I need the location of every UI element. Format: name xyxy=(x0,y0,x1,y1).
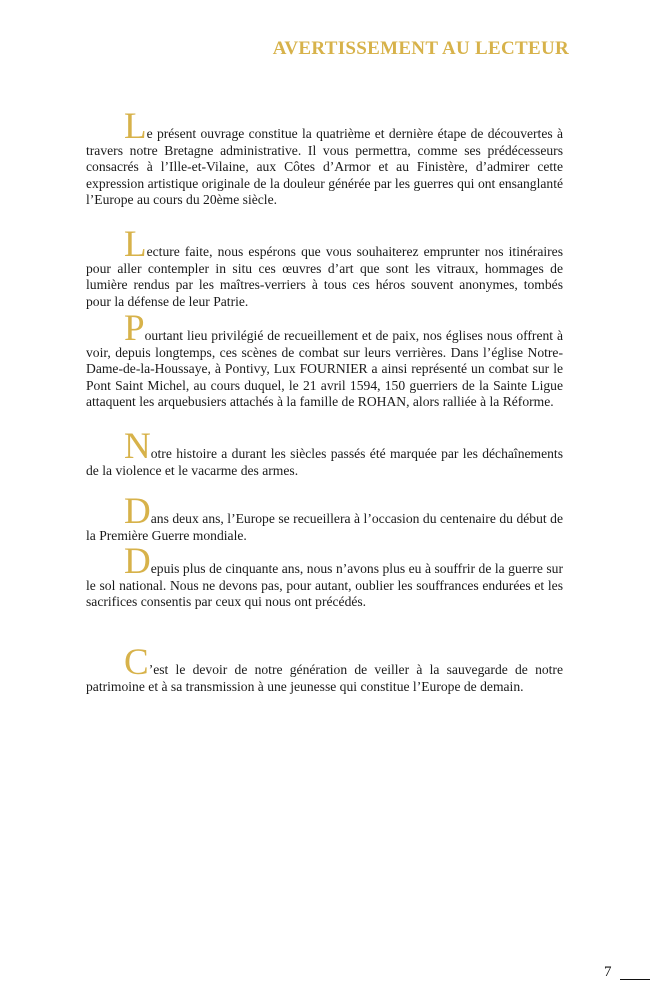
drop-cap: N xyxy=(124,426,151,467)
page-title: AVERTISSEMENT AU LECTEUR xyxy=(272,38,569,59)
drop-cap: P xyxy=(124,308,145,349)
paragraph-text: ans deux ans, l’Europe se recueillera à l’occasion du centenaire du début de la Première Guerre mondiale. xyxy=(86,511,563,543)
drop-cap: C xyxy=(124,642,149,683)
paragraph-text: ’est le devoir de notre génération de veiller à la sauvegarde de notre patrimoine et à sa transmission à une jeunesse qui constitue l’Europe de demain. xyxy=(86,662,563,694)
drop-cap: L xyxy=(124,224,147,265)
paragraph-6 xyxy=(86,541,563,611)
drop-cap: D xyxy=(124,541,151,582)
page-number-rule xyxy=(620,979,650,980)
drop-cap: D xyxy=(124,491,151,532)
paragraph-2 xyxy=(86,224,563,310)
paragraph-text: epuis plus de cinquante ans, nous n’avons plus eu à souffrir de la guerre sur le sol national. Nous ne devons pas, pour autant, oublier les souffrances endurées et les sacrifices consentis par ceux qui nous ont précédés. xyxy=(86,561,563,609)
drop-cap: L xyxy=(124,106,147,147)
page-number: 7 xyxy=(604,964,612,980)
paragraph-text: e présent ouvrage constitue la quatrième et dernière étape de découvertes à travers notre Bretagne administrative. Il vous permettra, comme ses prédécesseurs consacrés à l’Ille-et-Vilaine, aux Côtes d’Armor et au Finistère, d’admirer cette expression artistique originale de la douleur générée par les guerres qui ont ensanglanté l’Europe au cours du 20ème siècle. xyxy=(86,126,563,207)
paragraph-text: otre histoire a durant les siècles passés été marquée par les déchaînements de la violence et le vacarme des armes. xyxy=(86,446,563,478)
paragraph-text: ecture faite, nous espérons que vous souhaiterez emprunter nos itinéraires pour aller contempler in situ ces œuvres d’art que sont les vitraux, hommages de lumière rendus par les maîtres-verriers à tous ces héros souvent anonymes, tombés pour la défense de leur Patrie. xyxy=(86,244,563,309)
paragraph-5 xyxy=(86,491,563,544)
paragraph-3 xyxy=(86,308,563,411)
paragraph-4 xyxy=(86,426,563,479)
paragraph-text: ourtant lieu privilégié de recueillement et de paix, nos églises nous offrent à voir, depuis longtemps, ces scènes de combat sur leurs verrières. Dans l’église Notre-Dame-de-la-Houssaye, à Pontivy, Lux FOURNIER a ainsi représenté un combat sur le Pont Saint Michel, au cours duquel, le 21 avril 1594, 150 guerriers de la Sainte Ligue attaquent les arquebusiers attachés à la famille de ROHAN, alors ralliée à la Réforme. xyxy=(86,328,563,409)
paragraph-7 xyxy=(86,642,563,695)
paragraph-1 xyxy=(86,106,563,209)
